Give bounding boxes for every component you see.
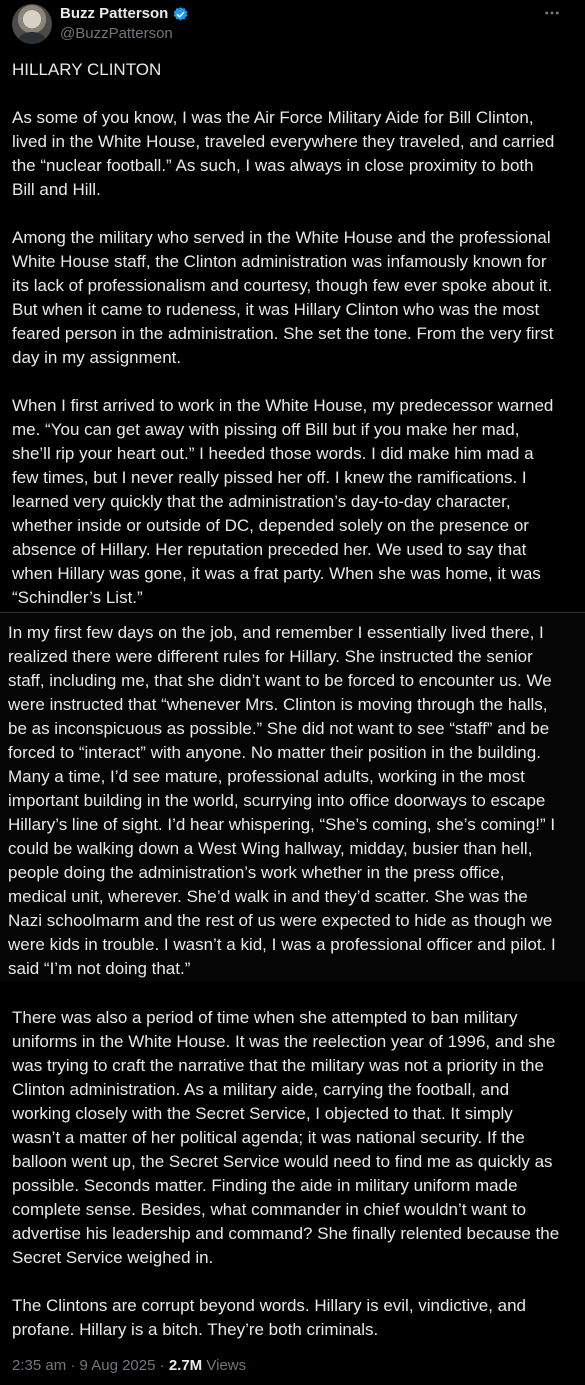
- author-name[interactable]: Buzz Patterson: [60, 5, 169, 22]
- views-label: Views: [202, 1357, 247, 1374]
- attached-text-image-2[interactable]: [0, 996, 585, 1348]
- post-paragraph: Among the military who served in the White House and the professional White House staff, the Clinton administration was infamously known for its lack of professionalism and courtesy, though few ever spoke about it. But when it came to rudeness, it was Hillary Clinton who was the most feared person in the administration. She set the tone. From the very first day in my assignment.: [12, 228, 554, 367]
- post-meta: [12, 1356, 246, 1376]
- image-text: In my first few days on the job, and remember I essentially lived there, I realized there were different rules for Hillary. She instructed the senior staff, including me, that she didn’t want to be forced to encounter us. We were instructed that “whenever Mrs. Clinton is moving through the halls, be as inconspicuous as possible.” She did not want to see “staff” and be forced to “interact” with anyone. No matter their position in the building. Many a time, I’d see mature, professional adults, working in the most important building in the world, scurrying into office doorways to escape Hillary’s line of sight. I’d hear whispering, “She’s coming, she’s coming!” I could be walking down a West Wing hallway, midday, busier than hell, people doing the administration’s work whether in the press office, medical unit, wherever. She’d walk in and they’d scatter. She was the Nazi schoolmarm and the rest of us were expected to hide as though we were kids in trouble. I wasn’t a kid, I was a professional officer and pilot. I said “I’m not doing that.”: [8, 623, 556, 978]
- views-count[interactable]: 2.7M: [168, 1357, 203, 1374]
- image-text: The Clintons are corrupt beyond words. Hillary is evil, vindictive, and profane. Hillary is a bitch. They’re both criminals.: [12, 1296, 527, 1339]
- post-date[interactable]: 9 Aug 2025: [79, 1357, 156, 1374]
- meta-separator: ·: [155, 1357, 169, 1374]
- post-paragraph: As some of you know, I was the Air Force Military Aide for Bill Clinton, lived in the White House, traveled everywhere they traveled, and carried the “nuclear football.” As such, I was always in close proximity to both Bill and Hill.: [12, 108, 555, 199]
- post-header: [0, 0, 585, 54]
- post-time[interactable]: 2:35 am: [12, 1357, 67, 1374]
- author-handle[interactable]: @BuzzPatterson: [60, 25, 173, 42]
- image-text: There was also a period of time when she attempted to ban military uniforms in the White House. It was the reelection year of 1996, and she was trying to craft the narrative that the military was not a priority in the Clinton administration. As a military aide, carrying the football, and working closely with the Secret Service, I objected to that. It simply wasn’t a matter of her political agenda; it was national security. If the balloon went up, the Secret Service would need to find me as quickly as possible. Seconds matter. Finding the aide in military uniform made complete sense. Besides, what commander in chief wouldn’t want to advertise his leadership and command? She finally relented because the Secret Service weighed in.: [12, 1008, 560, 1267]
- post-text: [12, 58, 574, 610]
- attached-text-image-1[interactable]: [0, 612, 585, 982]
- more-options-icon[interactable]: [541, 2, 563, 24]
- meta-separator: ·: [66, 1357, 80, 1374]
- post-paragraph: When I first arrived to work in the White House, my predecessor warned me. “You can get away with pissing off Bill but if you make her mad, she’ll rip your heart out.” I heeded those words. I did make him mad a few times, but I never really pissed her off. I knew the ramifications. I learned very quickly that the administration’s day-to-day character, whether inside or outside of DC, depended solely on the presence or absence of Hillary. Her reputation preceded her. We used to say that when Hillary was gone, it was a frat party. When she was home, it was “Schindler’s List.”: [12, 396, 554, 607]
- avatar[interactable]: [12, 4, 52, 44]
- ellipsis-icon: [543, 4, 561, 22]
- verified-badge-icon: [172, 6, 189, 23]
- post-title: HILLARY CLINTON: [12, 60, 162, 79]
